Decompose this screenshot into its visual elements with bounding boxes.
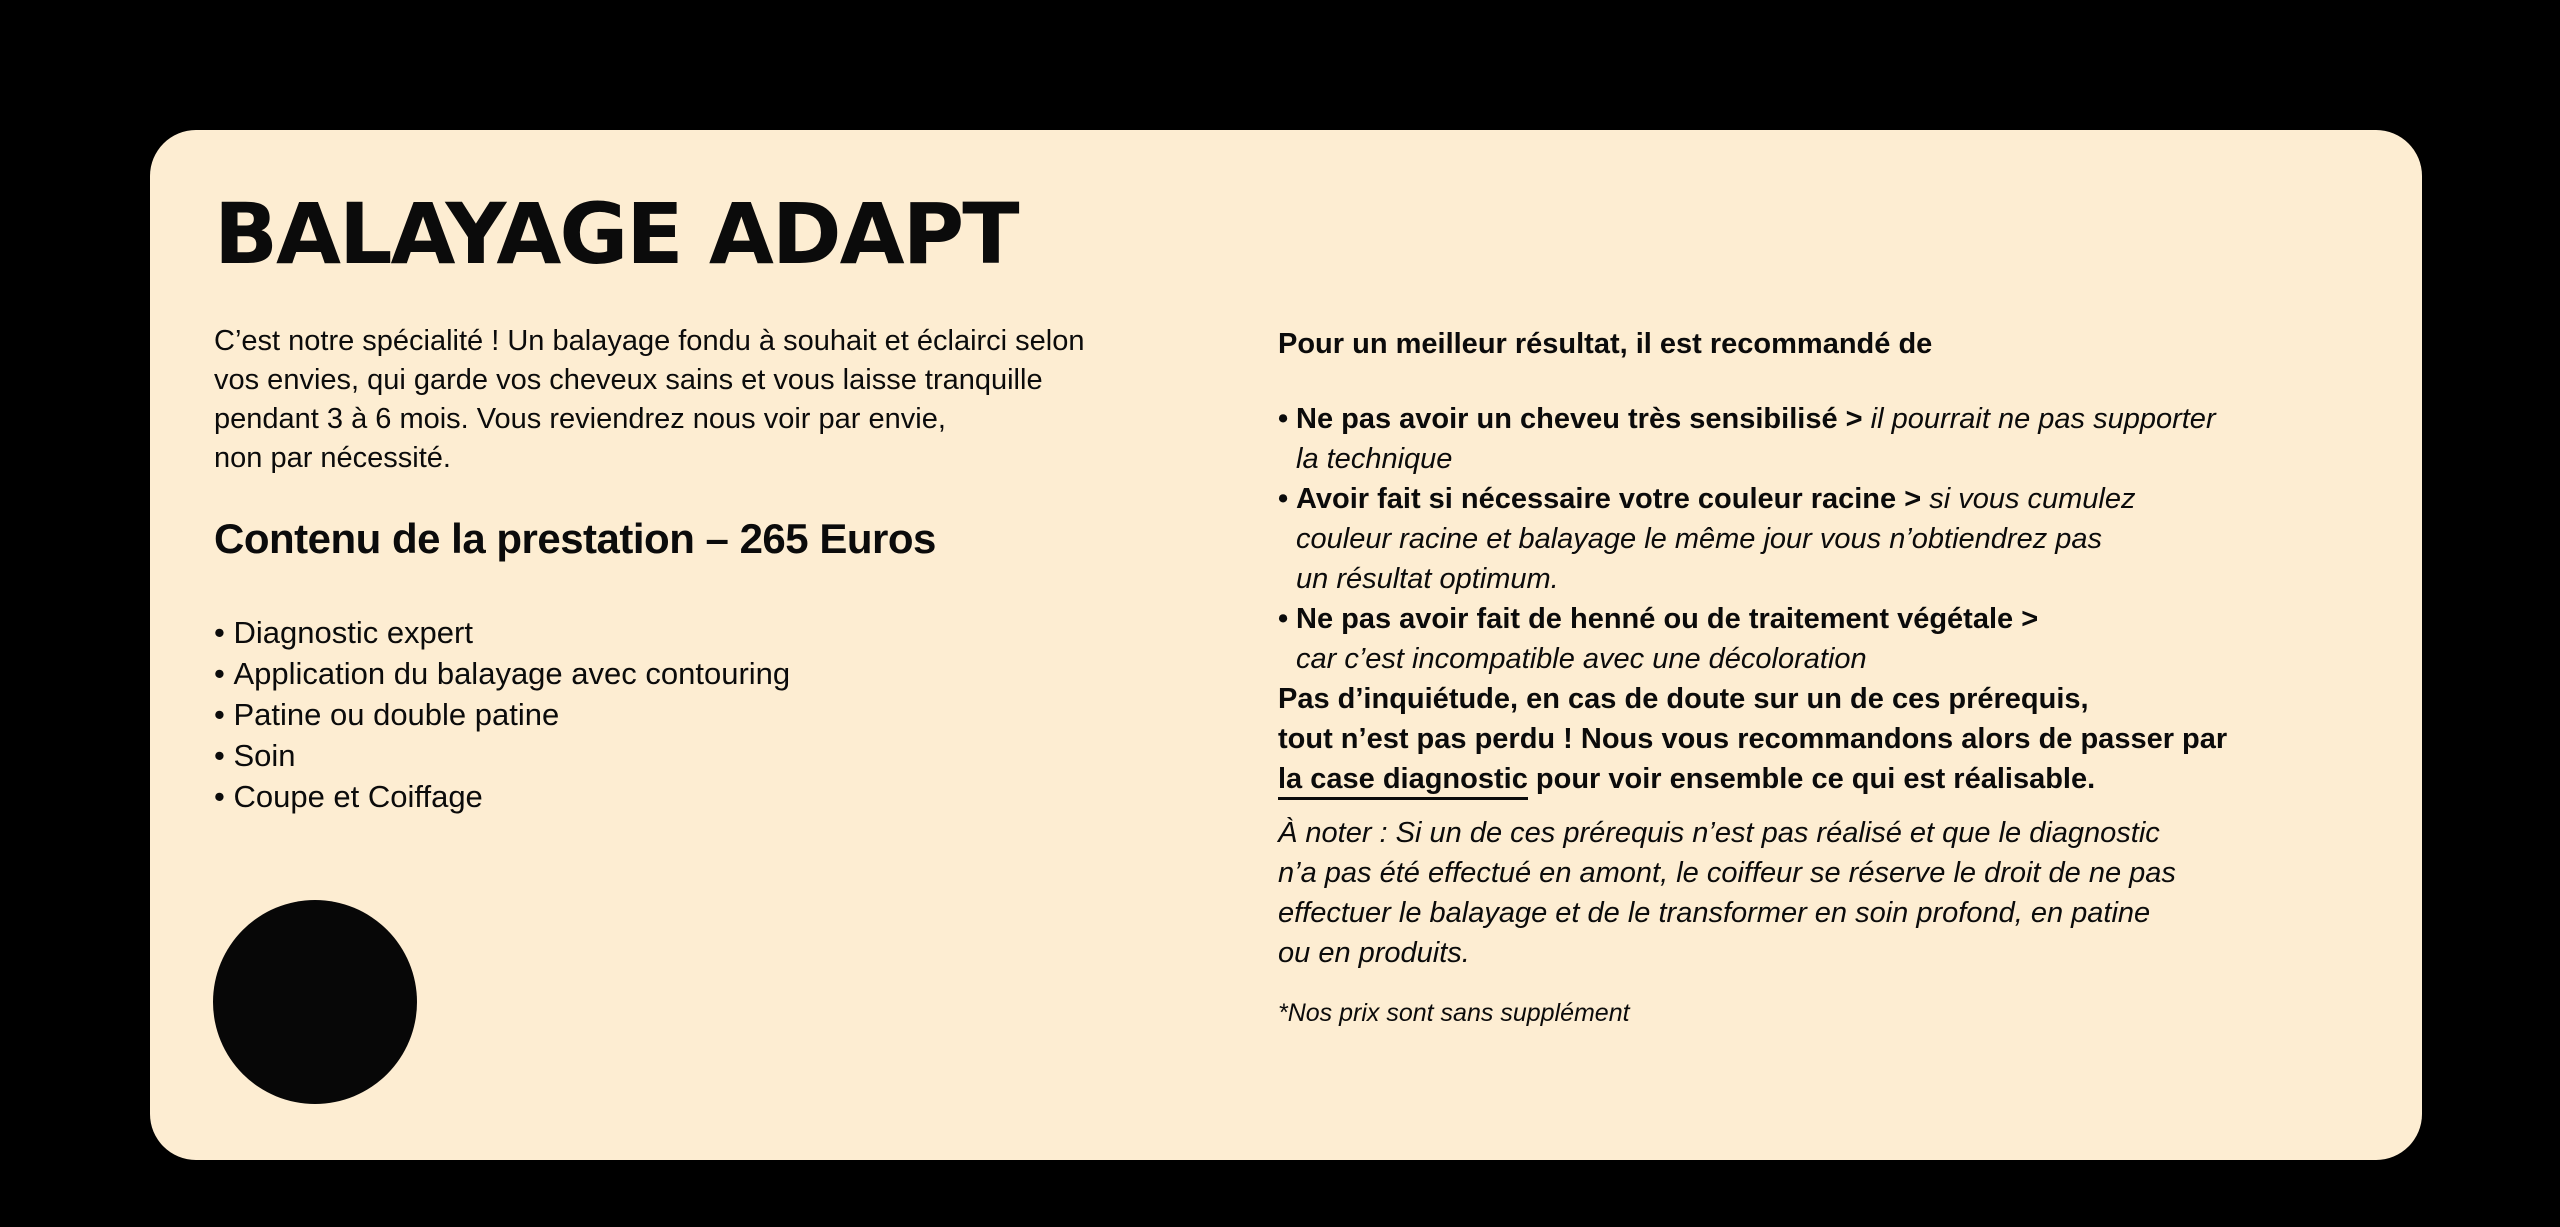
intro-line: C’est notre spécialité ! Un balayage fondu à souhait et éclairci selon <box>214 325 1085 357</box>
note-paragraph <box>1278 813 2368 973</box>
prerequisite-first-line <box>1296 599 2368 639</box>
prerequisite-item <box>1278 399 2368 479</box>
list-item: • Diagnostic expert <box>214 612 790 653</box>
reassurance-paragraph <box>1278 679 2368 799</box>
decorative-circle <box>213 900 417 1104</box>
content-heading: Contenu de la prestation – 265 Euros <box>214 515 936 562</box>
list-item: • Patine ou double patine <box>214 694 790 735</box>
intro-line: vos envies, qui garde vos cheveux sains et vous laisse tranquille <box>214 364 1043 396</box>
reassurance-line: Pas d’inquiétude, en cas de doute sur un de ces prérequis, <box>1278 683 2089 715</box>
note-line: À noter : Si un de ces prérequis n’est pas réalisé et que le diagnostic <box>1278 817 2160 849</box>
page-title: BALAYAGE ADAPT <box>214 185 1018 283</box>
prerequisite-item <box>1278 479 2368 599</box>
note-line: ou en produits. <box>1278 937 1470 969</box>
prerequisites-list <box>1278 399 2368 679</box>
diagnostic-link[interactable]: la case diagnostic <box>1278 763 1528 800</box>
prerequisite-italic: si vous cumulez <box>1929 483 2136 515</box>
prerequisite-bold: Avoir fait si nécessaire votre couleur racine > <box>1296 483 1930 515</box>
prerequisite-italic-line: un résultat optimum. <box>1296 563 1559 595</box>
prerequisite-first-line <box>1296 399 2368 439</box>
recommendation-lead: Pour un meilleur résultat, il est recommandé de <box>1278 328 1933 360</box>
list-item: • Soin <box>214 735 790 776</box>
reassurance-line <box>1278 759 2368 799</box>
prerequisite-italic-line: la technique <box>1296 443 1453 475</box>
prerequisite-italic-line: car c’est incompatible avec une décoloration <box>1296 643 1867 675</box>
list-item: • Coupe et Coiffage <box>214 776 790 817</box>
prerequisite-bold: Ne pas avoir fait de henné ou de traitement végétale > <box>1296 603 2039 635</box>
recommendations-column <box>1278 324 2368 1033</box>
prerequisite-italic: il pourrait ne pas supporter <box>1870 403 2216 435</box>
intro-line: non par nécessité. <box>214 442 451 474</box>
list-item: • Application du balayage avec contouring <box>214 653 790 694</box>
reassurance-after-link: pour voir ensemble ce qui est réalisable. <box>1527 763 2096 795</box>
service-card <box>150 130 2422 1160</box>
prerequisite-first-line <box>1296 479 2368 519</box>
prerequisite-italic-line: couleur racine et balayage le même jour vous n’obtiendrez pas <box>1296 523 2103 555</box>
reassurance-line: tout n’est pas perdu ! Nous vous recommandons alors de passer par <box>1278 723 2228 755</box>
intro-line: pendant 3 à 6 mois. Vous reviendrez nous voir par envie, <box>214 403 946 435</box>
prerequisite-item <box>1278 599 2368 679</box>
services-list <box>214 612 790 817</box>
note-line: n’a pas été effectué en amont, le coiffeur se réserve le droit de ne pas <box>1278 857 2176 889</box>
intro-paragraph <box>214 322 1214 478</box>
price-footnote: *Nos prix sont sans supplément <box>1278 999 1630 1027</box>
prerequisite-bold: Ne pas avoir un cheveu très sensibilisé > <box>1296 403 1871 435</box>
note-line: effectuer le balayage et de le transformer en soin profond, en patine <box>1278 897 2151 929</box>
